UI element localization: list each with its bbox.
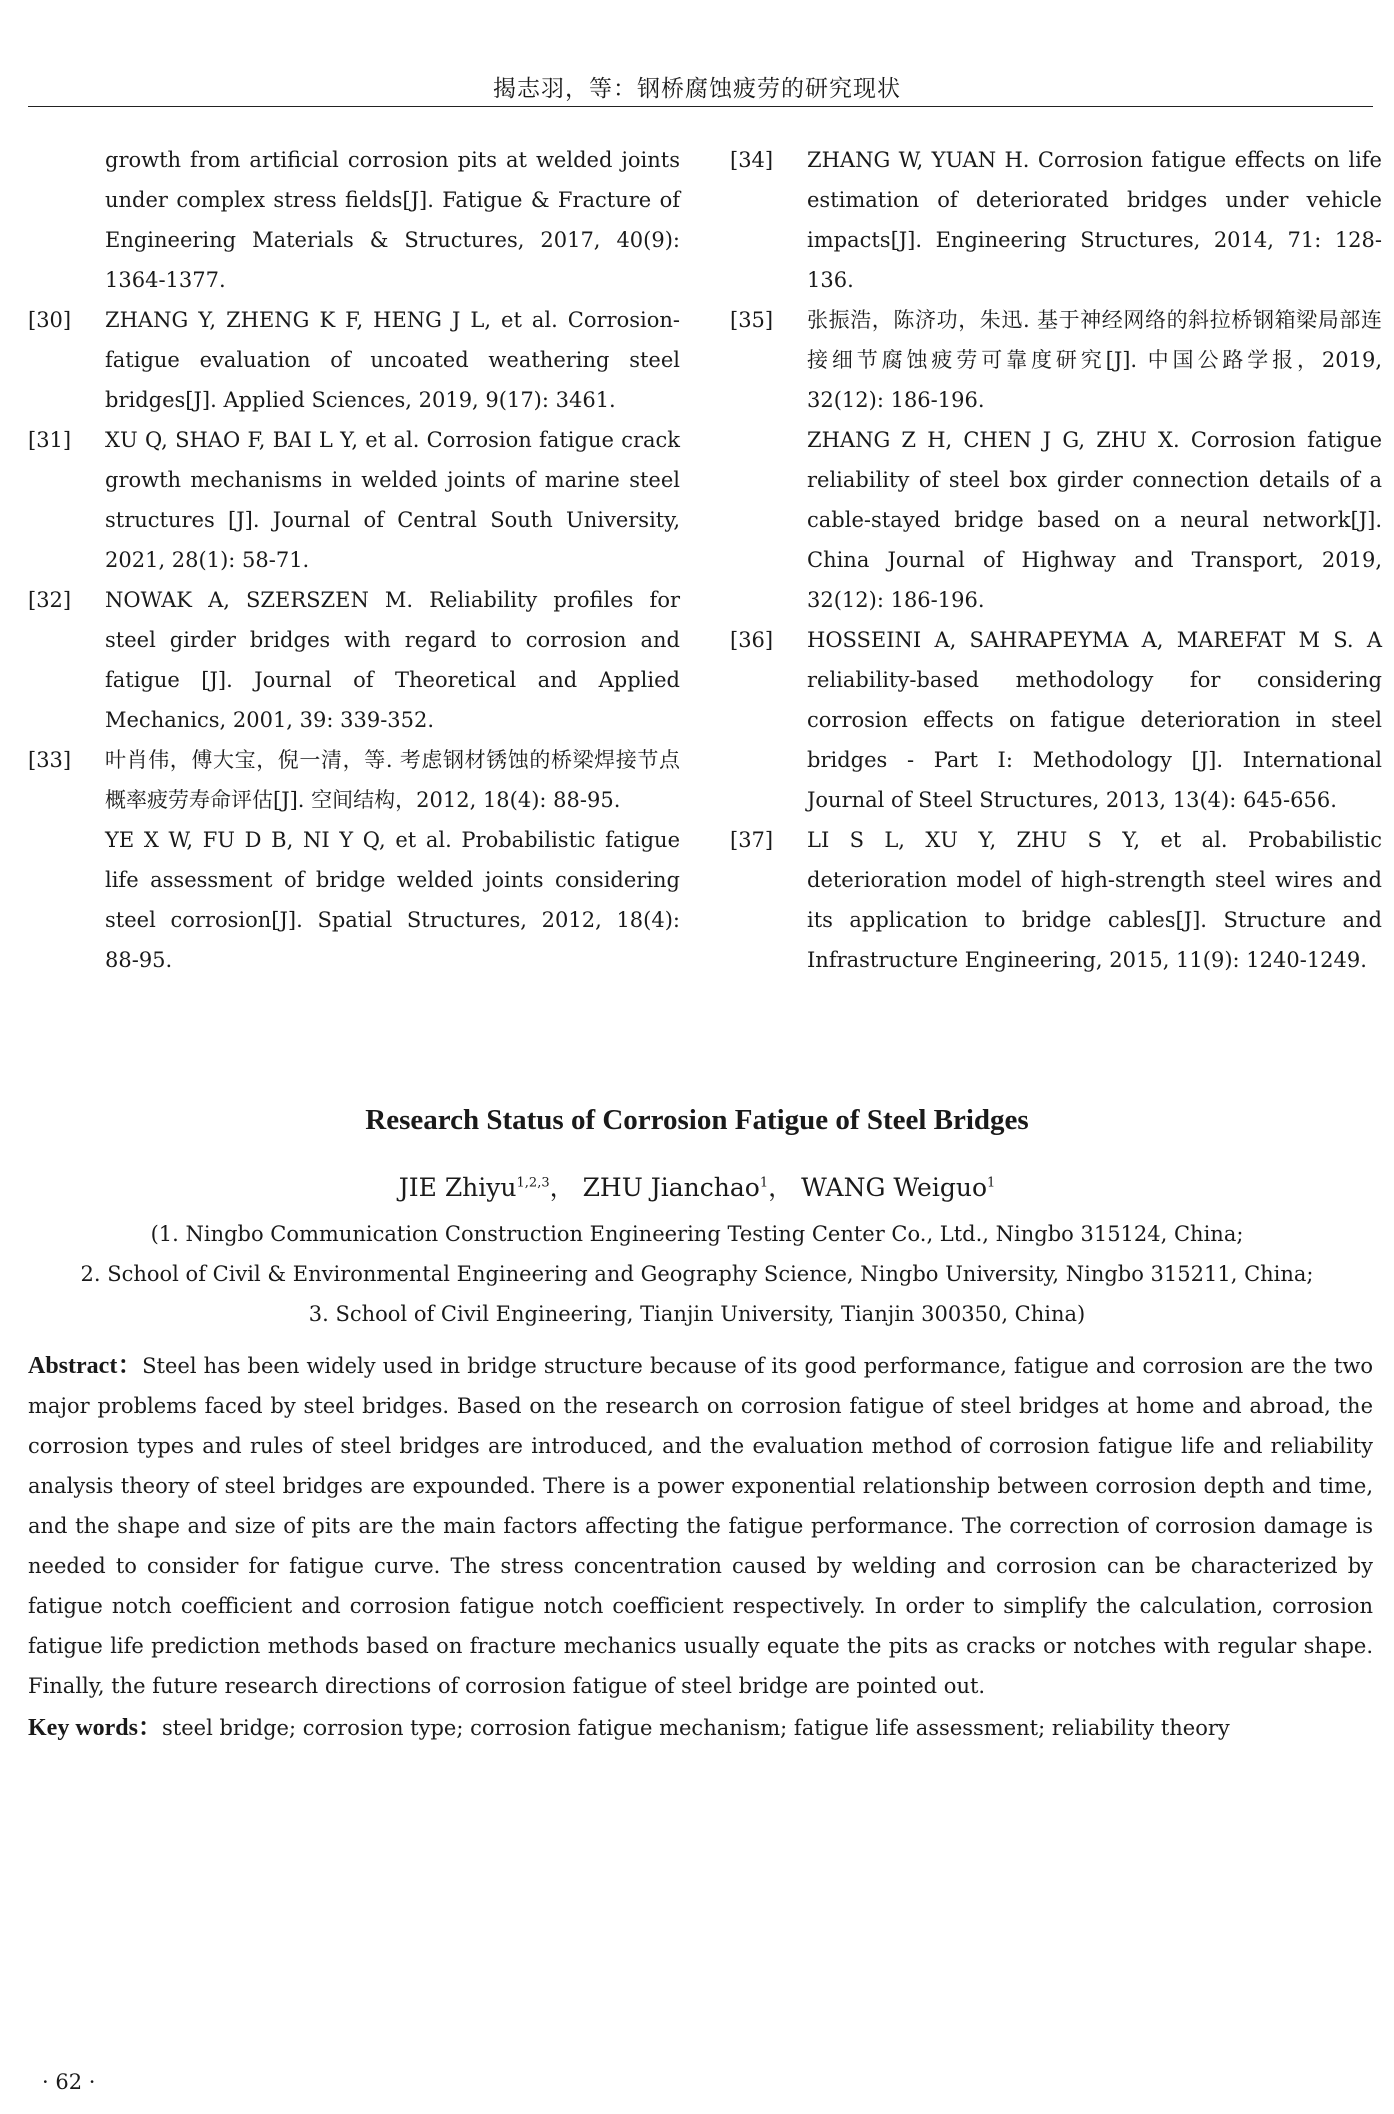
reference-number: [32] [28, 588, 72, 612]
author-line [0, 1168, 1394, 1204]
reference-number: [31] [28, 428, 72, 452]
reference-text: ZHANG W, YUAN H. Corrosion fatigue effects on life estimation of deteriorated bridges under vehicle impacts[J]. Engineering Structures, 2014, 71: 128-136. [807, 148, 1382, 292]
reference-item [730, 300, 1382, 420]
reference-text: ZHANG Z H, CHEN J G, ZHU X. Corrosion fatigue reliability of steel box girder connection details of a cable-stayed bridge based on a neural network[J]. China Journal of Highway and Transport, 2019, 32(12): 186-196. [807, 428, 1382, 612]
header-rule [28, 106, 1373, 107]
english-title: Research Status of Corrosion Fatigue of Steel Bridges [365, 1104, 1029, 1136]
reference-item [730, 140, 1382, 300]
reference-text: 张振浩，陈济功，朱迅. 基于神经网络的斜拉桥钢箱梁局部连接细节腐蚀疲劳可靠度研究[J]. 中国公路学报，2019, 32(12): 186-196. [807, 308, 1382, 412]
reference-item [28, 140, 680, 300]
abstract-label: Abstract： [28, 1353, 143, 1379]
reference-number: [34] [730, 148, 774, 172]
author-name: ZHU Jianchao [582, 1173, 760, 1202]
reference-item [28, 820, 680, 980]
keywords-text: steel bridge; corrosion type; corrosion fatigue mechanism; fatigue life assessment; reliability theory [162, 1716, 1230, 1740]
reference-text: XU Q, SHAO F, BAI L Y, et al. Corrosion fatigue crack growth mechanisms in welded joints of marine steel structures [J]. Journal of Central South University, 2021, 28(1): 58-71. [105, 428, 680, 572]
reference-item [28, 300, 680, 420]
author-affiliation-mark: 1 [987, 1175, 996, 1191]
reference-list-left [28, 140, 680, 980]
reference-text: YE X W, FU D B, NI Y Q, et al. Probabilistic fatigue life assessment of bridge welded joints considering steel corrosion[J]. Spatial Structures, 2012, 18(4): 88-95. [105, 828, 680, 972]
author-name: JIE Zhiyu [398, 1173, 517, 1202]
reference-text: growth from artificial corrosion pits at welded joints under complex stress fields[J]. Fatigue & Fracture of Engineering Materials & Structures, 2017, 40(9): 1364-1377. [105, 148, 680, 292]
reference-text: HOSSEINI A, SAHRAPEYMA A, MAREFAT M S. A reliability-based methodology for considering corrosion effects on fatigue deterioration in steel bridges - Part I: Methodology [J]. International Journal of Steel Structures, 2013, 13(4): 645-656. [807, 628, 1382, 812]
reference-item [730, 820, 1382, 980]
author-affiliation-mark: 1 [759, 1175, 769, 1191]
reference-list-right [730, 140, 1382, 980]
reference-number: [37] [730, 828, 774, 852]
reference-item [28, 420, 680, 580]
affiliation-line: (1. Ningbo Communication Construction Engineering Testing Center Co., Ltd., Ningbo 315124, China; [150, 1222, 1244, 1246]
reference-text: LI S L, XU Y, ZHU S Y, et al. Probabilistic deterioration model of high-strength steel wires and its application to bridge cables[J]. Structure and Infrastructure Engineering, 2015, 11(9): 1240-1249. [807, 828, 1382, 972]
reference-item [730, 420, 1382, 620]
reference-number: [36] [730, 628, 774, 652]
reference-text: 叶肖伟，傅大宝，倪一清，等. 考虑钢材锈蚀的桥梁焊接节点概率疲劳寿命评估[J]. 空间结构，2012, 18(4): 88-95. [105, 748, 680, 812]
affiliation-line: 2. School of Civil & Environmental Engineering and Geography Science, Ningbo University, Ningbo 315211, China; [80, 1262, 1314, 1286]
affiliation-line: 3. School of Civil Engineering, Tianjin University, Tianjin 300350, China) [308, 1302, 1086, 1326]
reference-item [28, 740, 680, 820]
keywords-label: Key words： [28, 1715, 162, 1741]
author-affiliation-mark: 1,2,3 [516, 1175, 550, 1191]
reference-number: [33] [28, 748, 72, 772]
reference-text: NOWAK A, SZERSZEN M. Reliability profiles for steel girder bridges with regard to corrosion and fatigue [J]. Journal of Theoretical and Applied Mechanics, 2001, 39: 339-352. [105, 588, 680, 732]
reference-text: ZHANG Y, ZHENG K F, HENG J L, et al. Corrosion-fatigue evaluation of uncoated weathering steel bridges[J]. Applied Sciences, 2019, 9(17): 3461. [105, 308, 680, 412]
author-separator: ， [768, 1173, 794, 1202]
reference-number: [35] [730, 308, 774, 332]
reference-item [730, 620, 1382, 820]
keywords [28, 1708, 1373, 1748]
abstract [28, 1346, 1373, 1706]
running-header: 揭志羽，等：钢桥腐蚀疲劳的研究现状 [493, 76, 901, 102]
reference-item [28, 580, 680, 740]
author-name: WANG Weiguo [801, 1173, 987, 1202]
reference-number: [30] [28, 308, 72, 332]
author-separator: ， [549, 1173, 575, 1202]
abstract-text: Steel has been widely used in bridge structure because of its good performance, fatigue and corrosion are the two major problems faced by steel bridges. Based on the research on corrosion fatigue of steel bridges at home and abroad, the corrosion types and rules of steel bridges are introduced, and the evaluation method of corrosion fatigue life and reliability analysis theory of steel bridges are expounded. There is a power exponential relationship between corrosion depth and time, and the shape and size of pits are the main factors affecting the fatigue performance. The correction of corrosion damage is needed to consider for fatigue curve. The stress concentration caused by welding and corrosion can be characterized by fatigue notch coefficient and corrosion fatigue notch coefficient respectively. In order to simplify the calculation, corrosion fatigue life prediction methods based on fracture mechanics usually equate the pits as cracks or notches with regular shape. Finally, the future research directions of corrosion fatigue of steel bridge are pointed out. [28, 1354, 1373, 1698]
page-number: · 62 · [42, 2070, 96, 2094]
